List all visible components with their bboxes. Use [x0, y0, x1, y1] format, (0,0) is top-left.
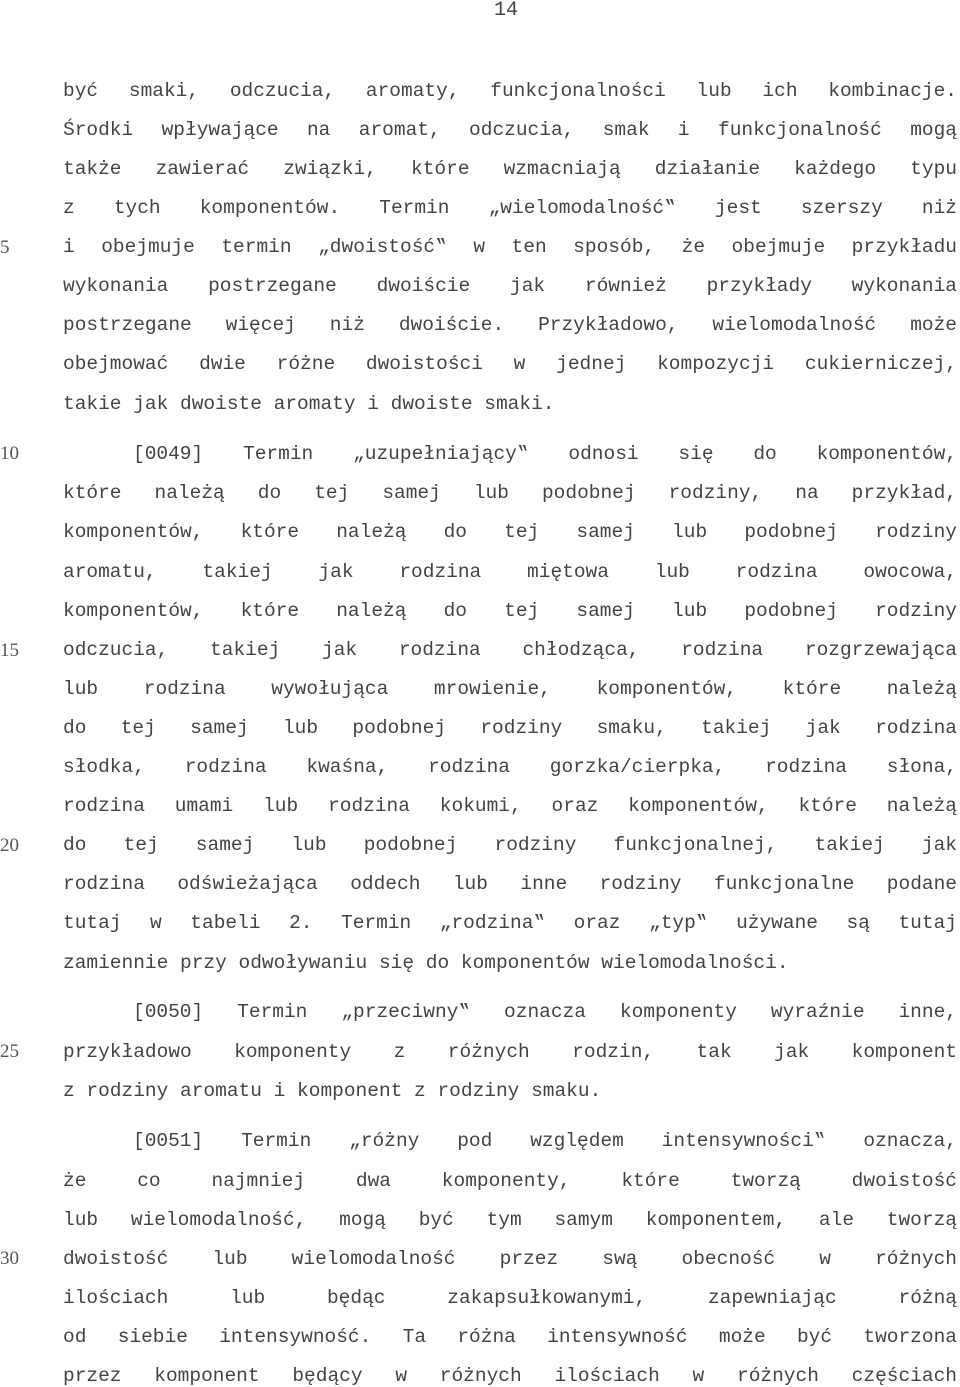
text-line: rodzina odświeżająca oddech lub inne rodziny funkcjonalne podane [63, 873, 957, 895]
page-number: 14 [494, 0, 519, 22]
text-line: odczucia, takiej jak rodzina chłodząca, rodzina rozgrzewająca [63, 639, 957, 661]
text-line: rodzina umami lub rodzina kokumi, oraz komponentów, które należą [63, 795, 957, 817]
margin-line-number: 15 [0, 640, 19, 661]
text-line: które należą do tej samej lub podobnej rodziny, na przykład, [63, 482, 957, 504]
text-line: do tej samej lub podobnej rodziny funkcjonalnej, takiej jak [63, 834, 957, 856]
text-line: zamiennie przy odwoływaniu się do komponentów wielomodalności. [63, 952, 789, 974]
text-line: lub wielomodalność, mogą być tym samym komponentem, ale tworzą [63, 1209, 957, 1231]
text-line: postrzegane więcej niż dwoiście. Przykładowo, wielomodalność może [63, 314, 957, 336]
text-line: że co najmniej dwa komponenty, które tworzą dwoistość [63, 1170, 957, 1192]
text-line: przez komponent będący w różnych ilościach w różnych częściach [63, 1365, 957, 1387]
text-line: dwoistość lub wielomodalność przez swą obecność w różnych [63, 1248, 957, 1270]
text-line: tutaj w tabeli 2. Termin „rodzina‟ oraz „typ‟ używane są tutaj [63, 912, 957, 934]
text-line: Środki wpływające na aromat, odczucia, smak i funkcjonalność mogą [63, 119, 957, 141]
text-line: do tej samej lub podobnej rodziny smaku, takiej jak rodzina [63, 717, 957, 739]
text-line: komponentów, które należą do tej samej lub podobnej rodziny [63, 600, 957, 622]
margin-line-number: 25 [0, 1041, 19, 1062]
text-line: być smaki, odczucia, aromaty, funkcjonalności lub ich kombinacje. [63, 80, 957, 102]
text-line: z tych komponentów. Termin „wielomodalność‟ jest szerszy niż [63, 197, 957, 219]
text-line: obejmować dwie różne dwoistości w jednej kompozycji cukierniczej, [63, 353, 957, 375]
margin-line-number: 10 [0, 443, 19, 464]
text-line: przykładowo komponenty z różnych rodzin, tak jak komponent [63, 1041, 957, 1063]
margin-line-number: 20 [0, 835, 19, 856]
paragraph-0049-start: [0049] Termin „uzupełniający‟ odnosi się do komponentów, [133, 443, 957, 465]
text-line: i obejmuje termin „dwoistość‟ w ten sposób, że obejmuje przykładu [63, 236, 957, 258]
text-line: takie jak dwoiste aromaty i dwoiste smaki. [63, 393, 555, 415]
text-line: wykonania postrzegane dwoiście jak również przykłady wykonania [63, 275, 957, 297]
margin-line-number: 5 [0, 237, 10, 258]
margin-line-number: 30 [0, 1248, 19, 1269]
text-line: także zawierać związki, które wzmacniają działanie każdego typu [63, 158, 957, 180]
paragraph-0050-start: [0050] Termin „przeciwny‟ oznacza komponenty wyraźnie inne, [133, 1001, 957, 1023]
text-line: komponentów, które należą do tej samej lub podobnej rodziny [63, 521, 957, 543]
text-line: słodka, rodzina kwaśna, rodzina gorzka/cierpka, rodzina słona, [63, 756, 957, 778]
text-line: lub rodzina wywołująca mrowienie, komponentów, które należą [63, 678, 957, 700]
paragraph-0051-start: [0051] Termin „różny pod względem intensywności‟ oznacza, [133, 1130, 957, 1152]
text-line: z rodziny aromatu i komponent z rodziny smaku. [63, 1080, 602, 1102]
text-line: od siebie intensywność. Ta różna intensywność może być tworzona [63, 1326, 957, 1348]
text-line: ilościach lub będąc zakapsułkowanymi, zapewniając różną [63, 1287, 957, 1309]
text-line: aromatu, takiej jak rodzina miętowa lub rodzina owocowa, [63, 561, 957, 583]
